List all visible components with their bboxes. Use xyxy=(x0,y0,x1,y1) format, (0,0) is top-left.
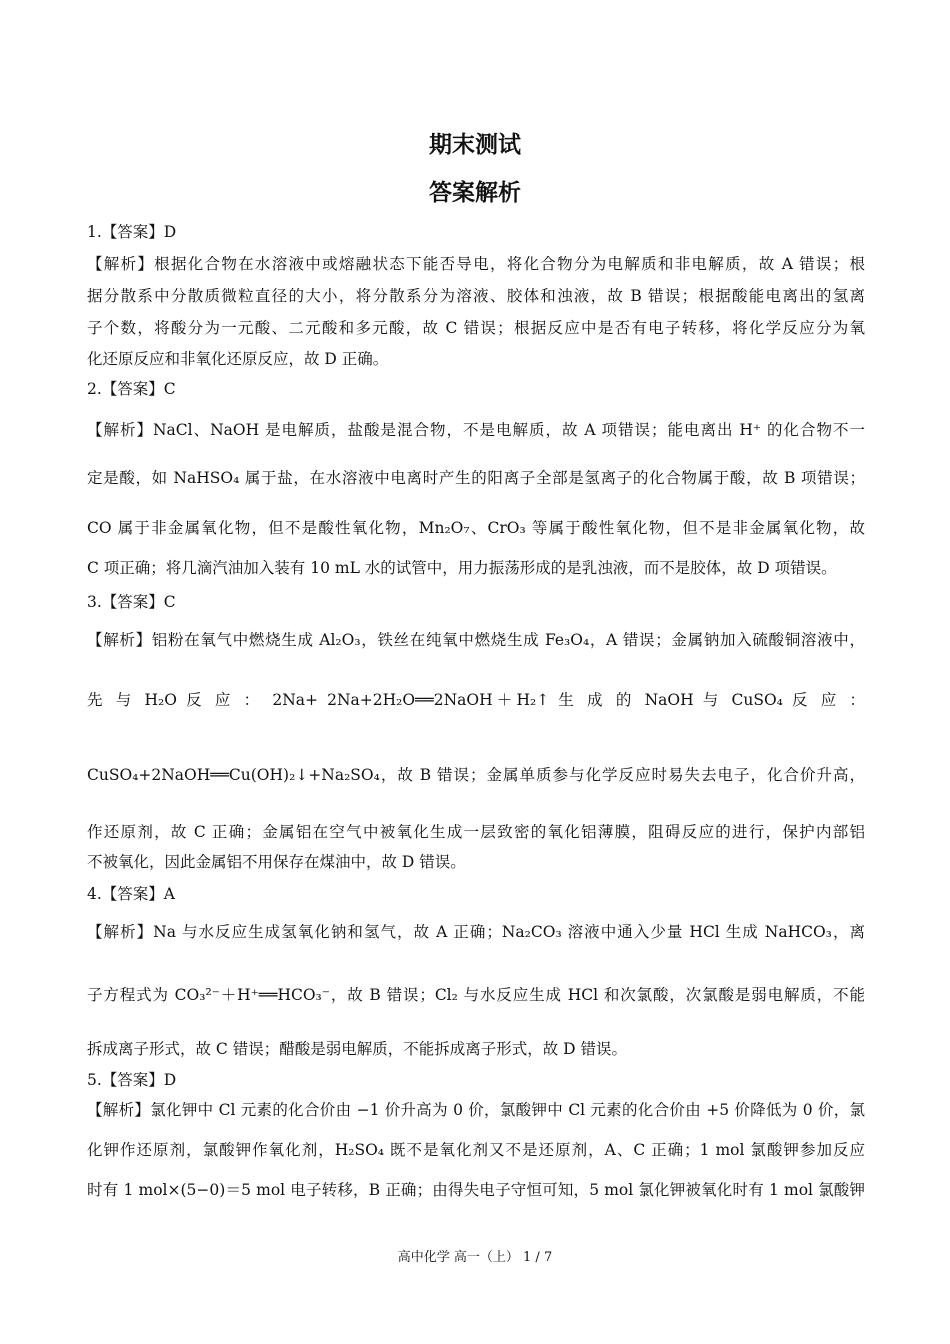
analysis-line: 化钾作还原剂，氯酸钾作氧化剂，H₂SO₄ 既不是氧化剂又不是还原剂，A、C 正确；1 mol 氯酸钾参加反应 xyxy=(87,1141,865,1159)
analysis-line: 【解析】NaCl、NaOH 是电解质，盐酸是混合物，不是电解质，故 A 项错误；能电离出 H⁺ 的化合物不一 xyxy=(87,421,865,439)
analysis-line: 不被氧化，因此金属铝不用保存在煤油中，故 D 错误。 xyxy=(87,853,466,871)
analysis-line: 定是酸，如 NaHSO₄ 属于盐，在水溶液中电离时产生的阳离子全部是氢离子的化合物属于酸，故 B 项错误； xyxy=(87,469,865,487)
answer-4-heading: 4.【答案】A xyxy=(87,885,175,903)
analysis-line: C 项正确；将几滴汽油加入装有 10 mL 水的试管中，用力振荡形成的是乳浊液，而不是胶体，故 D 项错误。 xyxy=(87,559,837,577)
analysis-line: CuSO₄+2NaOH══Cu(OH)₂↓+Na₂SO₄，故 B 错误；金属单质参与化学反应时易失去电子，化合价升高， xyxy=(87,766,865,784)
page-footer: 高中化学 高一（上） 1 / 7 xyxy=(397,1250,553,1265)
analysis-line: 时有 1 mol×(5−0)＝5 mol 电子转移，B 正确；由得失电子守恒可知，5 mol 氯化钾被氧化时有 1 mol 氯酸钾 xyxy=(87,1181,865,1199)
analysis-line: 子方程式为 CO₃²⁻＋H⁺══HCO₃⁻，故 B 错误；Cl₂ 与水反应生成 HCl 和次氯酸，次氯酸是弱电解质，不能 xyxy=(87,986,865,1004)
analysis-line: 【解析】根据化合物在水溶液中或熔融状态下能否导电，将化合物分为电解质和非电解质，故 A 错误；根 xyxy=(87,255,865,273)
analysis-line: 作还原剂，故 C 正确；金属铝在空气中被氧化生成一层致密的氧化铝薄膜，阻碍反应的进行，保护内部铝 xyxy=(87,823,865,841)
analysis-line: 【解析】氯化钾中 Cl 元素的化合价由 −1 价升高为 0 价，氯酸钾中 Cl 元素的化合价由 +5 价降低为 0 价，氯 xyxy=(87,1101,865,1119)
analysis-line: 【解析】铝粉在氧气中燃烧生成 Al₂O₃，铁丝在纯氧中燃烧生成 Fe₃O₄，A 错误；金属钠加入硫酸铜溶液中， xyxy=(87,631,865,649)
analysis-line: 据分散系中分散质微粒直径的大小，将分散系分为溶液、胶体和浊液，故 B 错误；根据酸能电离出的氢离 xyxy=(87,287,865,305)
answer-3-heading: 3.【答案】C xyxy=(87,593,176,611)
answer-5-heading: 5.【答案】D xyxy=(87,1071,177,1089)
analysis-line: CO 属于非金属氧化物，但不是酸性氧化物，Mn₂O₇、CrO₃ 等属于酸性氧化物，但不是非金属氧化物，故 xyxy=(87,519,865,537)
analysis-line: 子个数，将酸分为一元酸、二元酸和多元酸，故 C 错误；根据反应中是否有电子转移，将化学反应分为氧 xyxy=(87,319,865,337)
answer-1-heading: 1.【答案】D xyxy=(87,223,177,241)
answer-2-heading: 2.【答案】C xyxy=(87,380,176,398)
analysis-line: 拆成离子形式，故 C 错误；醋酸是弱电解质，不能拆成离子形式，故 D 错误。 xyxy=(87,1040,627,1058)
analysis-line: 【解析】Na 与水反应生成氢氧化钠和氢气，故 A 正确；Na₂CO₃ 溶液中通入少量 HCl 生成 NaHCO₃，离 xyxy=(87,923,865,941)
analysis-line: 化还原反应和非氧化还原反应，故 D 正确。 xyxy=(87,350,389,368)
page-subtitle: 答案解析 xyxy=(429,180,521,206)
analysis-line: 先 与 H₂O 反 应 ： 2Na+ 2Na+2H₂O══2NaOH＋H₂↑ 生 成 的 NaOH 与 CuSO₄ 反 应 ： xyxy=(87,691,865,709)
page-title: 期末测试 xyxy=(429,132,521,158)
